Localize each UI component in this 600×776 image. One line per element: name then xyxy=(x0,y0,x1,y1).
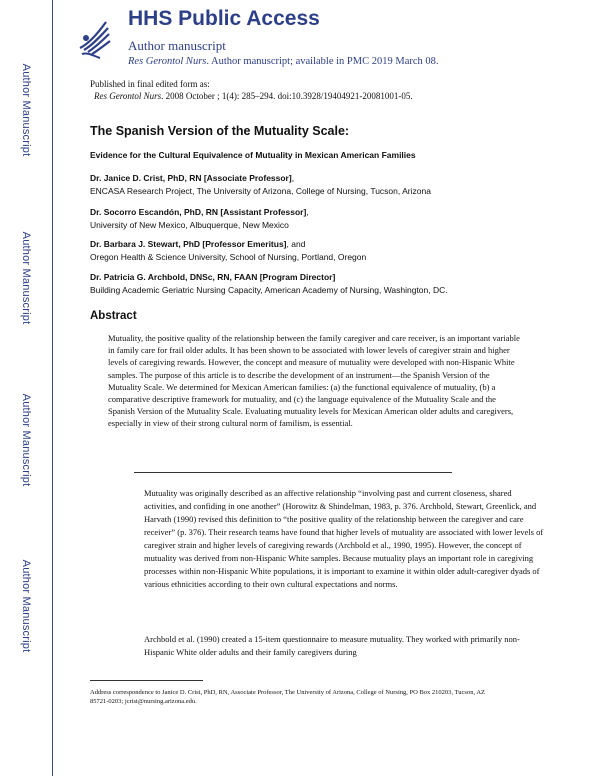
article-title: The Spanish Version of the Mutuality Scale: xyxy=(90,124,350,138)
hhs-public-access-title: HHS Public Access xyxy=(128,7,320,30)
availability-line xyxy=(128,56,439,67)
abstract-text: Mutuality, the positive quality of the relationship between the family caregiver and care receiver, is an important variable in family care for frail older adults. It has been shown to be associated with lower levels of caregiver strain and higher levels of caregiving rewards. However, the concept and measure of mutuality were developed with non-Hispanic White samples. The purpose of this article is to describe the development of an instrument—the Spanish Version of the Mutuality Scale. We determined for Mexican American families: (a) the functional equivalence of mutuality, (b) a comparative descriptive framework for mutuality, and (c) the language equivalence of the Mutuality Scale and the Spanish Version of the Mutuality Scale. Evaluating mutuality levels for Mexican American older adults and caregivers, especially in view of their strong cultural norm of familism, is essential. xyxy=(108,333,520,429)
availability-text: . Author manuscript; available in PMC 2019 March 08. xyxy=(206,56,439,67)
author-affiliation: ENCASA Research Project, The University of Arizona, College of Nursing, Tucson, Arizona xyxy=(90,186,431,196)
sidebar-label: Author Manuscript xyxy=(20,393,32,487)
correspondence-footnote: Address correspondence to Janice D. Crist, PhD, RN, Associate Professor, The University of Arizona, College of Nursing, PO Box 210203, Tucson, AZ 85721-0203; jcrist@nursing.arizona.edu. xyxy=(90,689,485,705)
author-block: Dr. Janice D. Crist, PhD, RN [Associate Professor], ENCASA Research Project, The University of Arizona, College of Nursing, Tucson, Arizona xyxy=(90,173,431,196)
abstract-heading: Abstract xyxy=(90,310,137,322)
publication-info xyxy=(90,78,413,102)
author-name: Dr. Janice D. Crist, PhD, RN [Associate Professor] xyxy=(90,173,292,183)
author-name: Dr. Socorro Escandón, PhD, RN [Assistant Professor] xyxy=(90,207,307,217)
section-divider xyxy=(134,472,452,473)
citation-journal: Res Gerontol Nurs xyxy=(94,91,162,101)
article-subtitle: Evidence for the Cultural Equivalence of Mutuality in Mexican American Families xyxy=(90,150,416,160)
journal-name: Res Gerontol Nurs xyxy=(128,56,207,67)
footnote-divider xyxy=(90,680,203,681)
author-name: Dr. Patricia G. Archbold, DNSc, RN, FAAN [Program Director] xyxy=(90,272,336,282)
citation-line xyxy=(90,90,413,102)
sidebar-label: Author Manuscript xyxy=(20,231,32,325)
sidebar-label: Author Manuscript xyxy=(20,63,32,157)
author-affiliation: Building Academic Geriatric Nursing Capacity, American Academy of Nursing, Washington, DC. xyxy=(90,285,448,295)
author-block xyxy=(90,271,448,297)
citation-text: . 2008 October ; 1(4): 285–294. doi:10.3928/19404921-20081001-05. xyxy=(161,91,413,101)
author-manuscript-subtitle: Author manuscript xyxy=(128,38,226,53)
author-affiliation: Oregon Health & Science University, School of Nursing, Portland, Oregon xyxy=(90,252,367,262)
author-affiliation: University of New Mexico, Albuquerque, New Mexico xyxy=(90,220,289,230)
author-block: Dr. Socorro Escandón, PhD, RN [Assistant Professor], University of New Mexico, Albuquerque, New Mexico xyxy=(90,207,309,230)
sidebar-label: Author Manuscript xyxy=(20,559,32,653)
author-name: Dr. Barbara J. Stewart, PhD [Professor Emeritus] xyxy=(90,239,287,249)
author-manuscript-sidebar xyxy=(0,0,53,776)
body-paragraph: Archbold et al. (1990) created a 15-item questionnaire to measure mutuality. They worked with primarily non-Hispanic White older adults and their family caregivers during xyxy=(144,634,520,657)
hhs-eagle-logo-icon xyxy=(76,14,112,60)
author-block: Dr. Barbara J. Stewart, PhD [Professor Emeritus], and Oregon Health & Science University, School of Nursing, Portland, Oregon xyxy=(90,239,367,262)
body-paragraph: Mutuality was originally described as an affective relationship “involving past and current closeness, shared activities, and confiding in one another” (Horowitz & Shindelman, 1983, p. 376. Archbold, Stewart, Greenlick, and Harvath (1990) revised this definition to “the positive quality of the relationship between the caregiver and care receiver” (p. 376). Their research teams have found that higher levels of mutuality are associated with lower levels of caregiver strain and higher levels of caregiving rewards (Archbold et al., 1990, 1995). However, the concept of mutuality was derived from non-Hispanic White samples. Because mutuality plays an important role in caregiving processes within non-Hispanic White populations, it is important to examine it within older adult-caregiver dyads of various ethnicities according to their own cultural expectations and norms. xyxy=(144,488,544,589)
published-line: Published in final edited form as: xyxy=(90,79,210,89)
